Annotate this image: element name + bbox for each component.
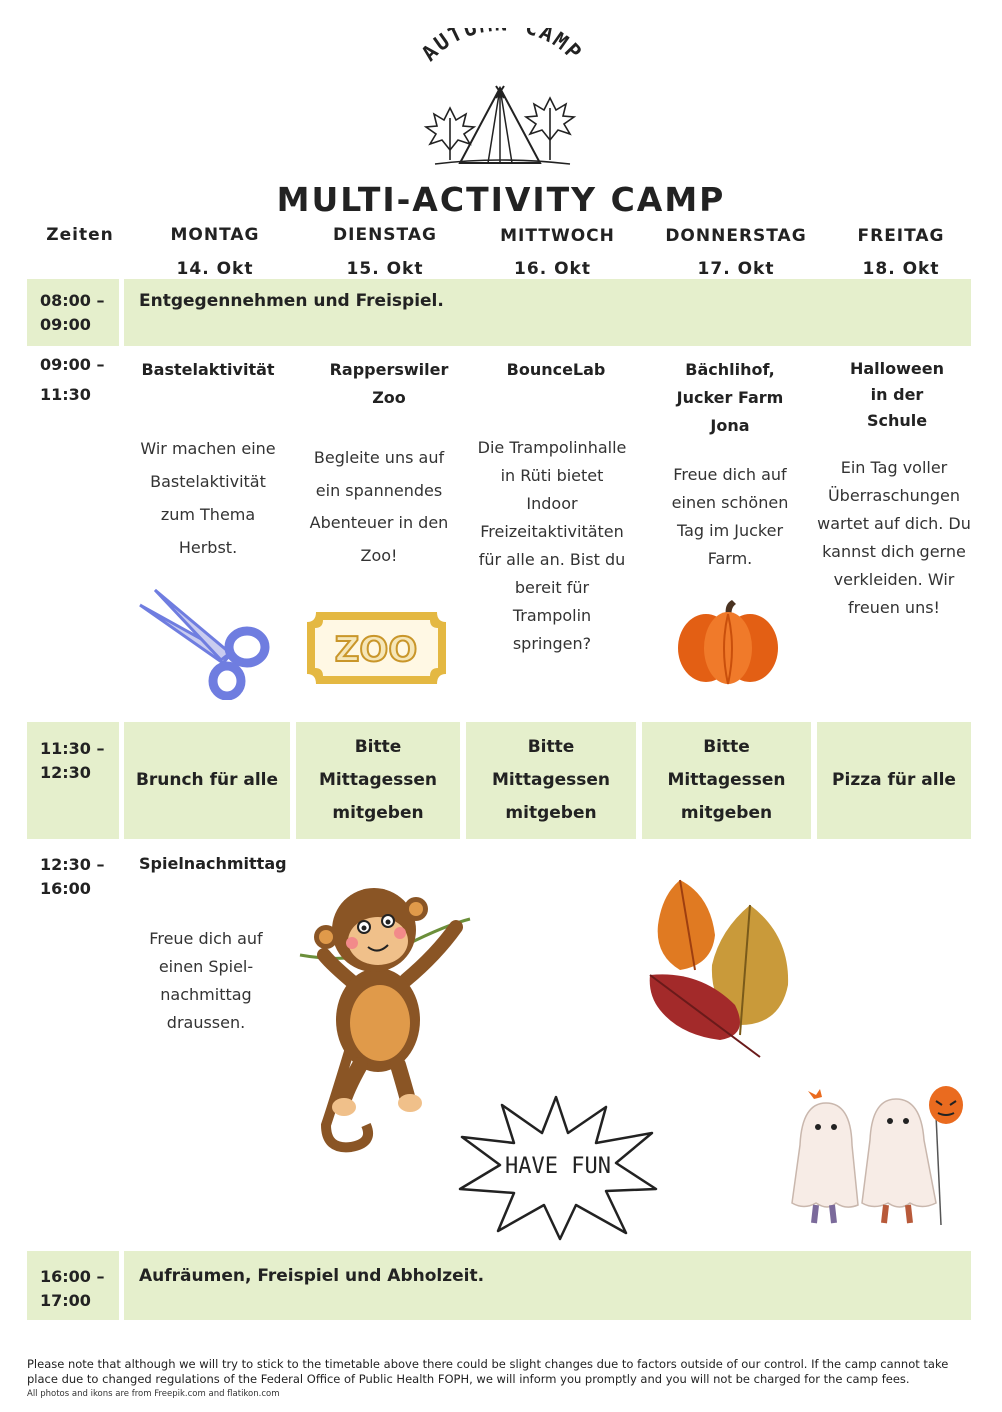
slot5-text: Aufräumen, Freispiel und Abholzeit. [139,1266,485,1286]
slot4-title: Spielnachmittag [139,854,287,873]
slot4-desc: Freue dich auf einen Spiel- nachmittag draussen. [149,929,263,1032]
header-day-4: DONNERSTAG [665,226,807,246]
lunch-cell-5: Pizza für alle [817,722,971,839]
tent-logo-icon [400,28,600,173]
activity-title-2: Rapperswiler Zoo [329,360,449,407]
logo-text: AUTU CAMP [416,28,588,66]
activity-desc-4: Freue dich auf einen schönen Tag im Jucker Farm. [671,465,789,568]
page-title: MULTI-ACTIVITY CAMP [276,180,726,219]
header-day-3: MITTWOCH [500,226,615,246]
band-slot1 [124,279,971,346]
have-fun-burst-icon [456,1093,660,1247]
scissors-icon [135,585,275,704]
have-fun-text: HAVE FUN [505,1154,611,1179]
activity-desc-5: Ein Tag voller Überraschungen wartet auf dich. Du kannst dich gerne verkleiden. Wir freuen uns! [817,458,971,617]
time-slot2: 09:00 – 11:30 [40,355,105,404]
lunch-cell-2: Bitte Mittagessen mitgeben [296,722,460,839]
header-date-3: 16. Okt [514,259,591,279]
slot1-text: Entgegennehmen und Freispiel. [139,291,444,311]
activity-title-5: Halloween in der Schule [849,359,945,430]
header-date-1: 14. Okt [176,259,254,279]
header-day-2: DIENSTAG [333,225,437,245]
header-date-5: 18. Okt [862,259,940,279]
activity-title-4: Bächlihof, Jucker Farm Jona [676,360,784,435]
activity-desc-1: Wir machen eine Bastelaktivität zum Thema Herbst. [140,439,276,557]
monkey-icon [296,885,474,1159]
header-day-1: MONTAG [170,225,260,245]
pumpkin-icon [676,598,780,690]
header-date-4: 17. Okt [697,259,775,279]
zoo-sign-text: ZOO [334,630,418,670]
time-slot4: 12:30 – 16:00 [40,855,105,898]
lunch-cell-1: Brunch für alle [124,722,290,839]
activity-desc-2: Begleite uns auf ein spannendes Abenteuer in den Zoo! [309,448,449,565]
lunch-cell-3: Bitte Mittagessen mitgeben [466,722,636,839]
lunch-cell-4: Bitte Mittagessen mitgeben [642,722,811,839]
ghosts-icon [786,1085,972,1239]
svg-text:AUTUMN CAMP [417,28,587,66]
time-slot3: 11:30 – 12:30 [40,739,105,782]
header-zeiten: Zeiten [46,225,114,245]
leaves-icon [640,875,800,1064]
header-date-2: 15. Okt [346,259,424,279]
header-day-5: FREITAG [857,226,945,246]
activity-title-1: Bastelaktivität [141,360,275,379]
autumn-camp-logo [400,28,600,173]
activity-title-3: BounceLab [506,360,606,379]
footer-note: Please note that although we will try to stick to the timetable above there could be slight changes due to factors outside of our control. If the camp cannot take place due to changed regulations of the Federal Office of Public Health FOPH, we will inform you promptly and you will not be charged for the camp fees. [27,1357,949,1386]
time-slot5: 16:00 – 17:00 [40,1267,105,1310]
footer-credits: All photos and ikons are from Freepik.com and flatikon.com [27,1389,280,1399]
zoo-sign-icon [304,607,449,693]
time-slot1: 08:00 – 09:00 [40,291,105,334]
activity-desc-3: Die Trampolinhalle in Rüti bietet Indoor Freizeitaktivitäten für alle an. Bist du bereit für Trampolin springen? [477,438,627,653]
